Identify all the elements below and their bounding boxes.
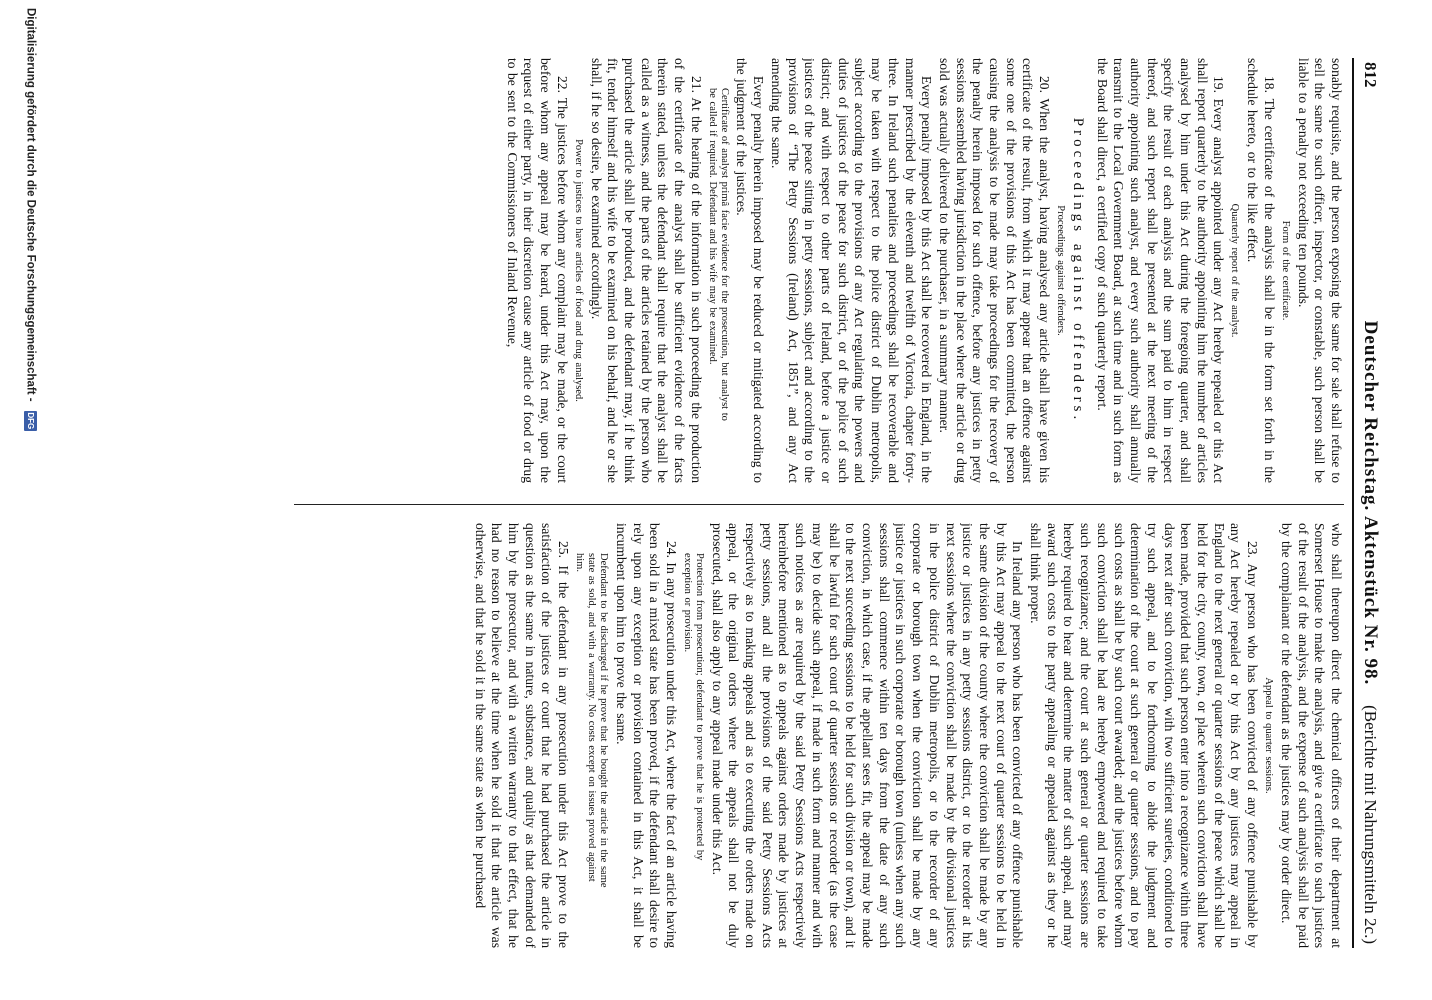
margin-note: Power to justices to have articles of food and drug analysed.	[572, 139, 584, 402]
page-title: Deutscher Reichstag. Aktenstück Nr. 98.	[1360, 320, 1381, 686]
section-21: 21. At the hearing of the information in such proceeding the production of the certificate of the analyst shall be sufficient evidence of the facts therein stated, unless the defendant shall require that the analyst shall be called as a witness, and the parts of the articles retained by the person who purchased the article shall be produced, and the defendant may, if he think fit, tender himself and his wife to be examined on his behalf, and he or she shall, if he so desire, be examined accordingly.	[588, 58, 704, 483]
margin-note: Appeal to quarter sessions.	[1263, 677, 1275, 794]
left-column	[294, 58, 1344, 483]
paragraph: sonably requisite, and the person exposing the same for sale shall refuse to sell the same to such officer, inspector, or constable, such person shall be liable to a penalty not exceeding ten pounds.	[1295, 58, 1344, 483]
section-23: 23. Any person who has been convicted of any offence punishable by any Act hereby repealed or by this Act by any justices may appeal in England to the next general or quarter sessions of the peace which shall be held for the city, county, town, or place wherein such conviction shall have been made, provided that such person enter into a recognizance within three days next after such conviction, with two sufficient sureties, conditioned to try such appeal, and to be forthcoming to abide the judgment and determination of the court at such general or quarter sessions, and to pay such costs as shall be by such court awarded; and the justices before whom such conviction shall be had are hereby empowered and required to take such recognizance; and the court at such general or quarter sessions are hereby required to hear and determine the matter of such appeal, and may award such costs to the party appealing or appealed against as they or he shall think proper.	[1028, 523, 1261, 948]
section-heading: Proceedings against offenders.	[1069, 117, 1086, 424]
digitization-footer	[17, 8, 37, 992]
column-divider	[294, 504, 1344, 505]
margin-note: Form of the certificate.	[1279, 220, 1291, 321]
section-22: 22. The justices before whom any complaint may be made, or the court before whom any appeal may be heard, under this Act may, upon the request of either party, in their discretion cause any article of food or drug to be sent to the Commissioners of Inland Revenue,	[504, 58, 570, 483]
page-header	[1352, 58, 1384, 948]
paragraph: who shall thereupon direct the chemical officers of their department at Somerset House to make the analysis, and give a certificate to such justices of the result of the analysis, and the expense of such analysis shall be paid by the complainant or the defendant as the justices may by order direct.	[1278, 523, 1344, 948]
footer-credit: Digitalisierung gefördert durch die Deutsche Forschungsgemeinschaft -	[24, 8, 37, 402]
section-18: 18. The certificate of the analysis shall be in the form set forth in the schedule hereto, or to the like effect.	[1245, 58, 1277, 483]
margin-note: Defendant to be discharged if he prove that he bought the article in the same state as sold, and with a warranty. No costs except on issues proved against him.	[574, 553, 610, 888]
section-20: 20. When the analyst, having analysed any article shall have given his certificate of the result, from which it may appear that an offence against some one of the provisions of this Act has been committed, the person causing the analysis to be made may take proceedings for the recovery of the penalty herein imposed for such offence, before any justices in petty sessions assembled having jurisdiction in the place where the article or drug sold was actually delivered to the purchaser, in a summary manner.	[936, 58, 1053, 483]
section-25: 25. If the defendant in any prosecution under this Act prove to the satisfaction of the justices or court that he had purchased the article in question as the same in nature, substance, and quality as that demanded of him by the prosecutor, and with a written warranty to that effect, that he had no reason to believe at the time when he sold it that the article was otherwise, and that he sold it in the same state as when he purchased	[472, 523, 572, 948]
paragraph: Every penalty herein imposed may be reduced or mitigated according to the judgment of the justices.	[734, 58, 767, 483]
section-19: 19. Every analyst appointed under any Act hereby repealed or this Act shall report quarterly to the authority appointing him the number of articles analysed by him under this Act during the foregoing quarter, and shall specify the result of each analysis and the sum paid to him in respect thereof, and such report shall be presented at the next meeting of the authority appointing such analyst, and every such authority shall annually transmit to the Local Government Board, at such time and in such form as the Board shall direct, a certified copy of such quarterly report.	[1094, 58, 1227, 483]
paragraph: Every penalty imposed by this Act shall be recovered in England, in the manner prescribed by the eleventh and twelfth of Victoria, chapter forty-three. In Ireland such penalties and proceedings shall be recoverable and may be taken with respect to the police district of Dublin metropolis, subject according to the provisions of any Act regulating the powers and duties of justices of the peace for such district, or of the police of such district; and with respect to other parts of Ireland, before a justice or justices of the peace sitting in petty sessions, subject and according to the provisions of “The Petty Sessions (Ireland) Act, 1851”, and any Act amending the same.	[768, 58, 935, 483]
right-column	[294, 523, 1344, 948]
paragraph: In Ireland any person who has been convicted of any offence punishable by this Act may appeal to the next court of quarter sessions to be held in the same division of the county where the conviction shall be made by any justice or justices in any petty sessions district, or to the recorder at his next sessions where the conviction shall be made by the divisional justices in the police district of Dublin metropolis, or to the recorder of any corporate or borough town when the conviction shall be made by any justice or justices in such corporate or borough town (unless when any such sessions shall commence within ten days from the date of any such conviction, in which case, if the appellant sees fit, the appeal may be made to the next succeeding sessions to be held for such division or town), and it shall be lawful for such court of quarter sessions or recorder (as the case may be) to decide such appeal, if made in such form and manner and with such notices as are required by the said Petty Sessions Acts respectively hereinbefore mentioned as to appeals against orders made by justices at petty sessions, and all the provisions of the said Petty Sessions Acts respectively as to making appeals and as to executing the orders made on appeal, or the original orders where the appeals shall not be duly prosecuted, shall also apply to any appeal made under this Act.	[709, 523, 1026, 948]
margin-note: Proceedings against offenders.	[1055, 205, 1067, 336]
margin-note: Quarterly report of the analyst.	[1229, 203, 1241, 338]
document-page	[294, 58, 1384, 948]
page-number: 812	[1361, 62, 1380, 88]
section-24: 24. In any prosecution under this Act, where the fact of an article having been sold in a mixed state has been proved, if the defendant shall desire to rely upon any exception or provision contained in this Act, it shall be incumbent upon him to prove the same.	[613, 523, 679, 948]
page-subtitle: (Berichte mit Nahrungsmitteln 2c.)	[1361, 705, 1380, 944]
margin-note: Certificate of analyst primâ facie evidence for the prosecution, but analyst to be called if required. Defendant and his wife may be examined.	[706, 88, 730, 421]
margin-note: Protection from prosecution; defendant to prove that he is protected by exception or provision.	[681, 553, 705, 861]
dfg-logo-icon: DFG	[26, 412, 35, 430]
